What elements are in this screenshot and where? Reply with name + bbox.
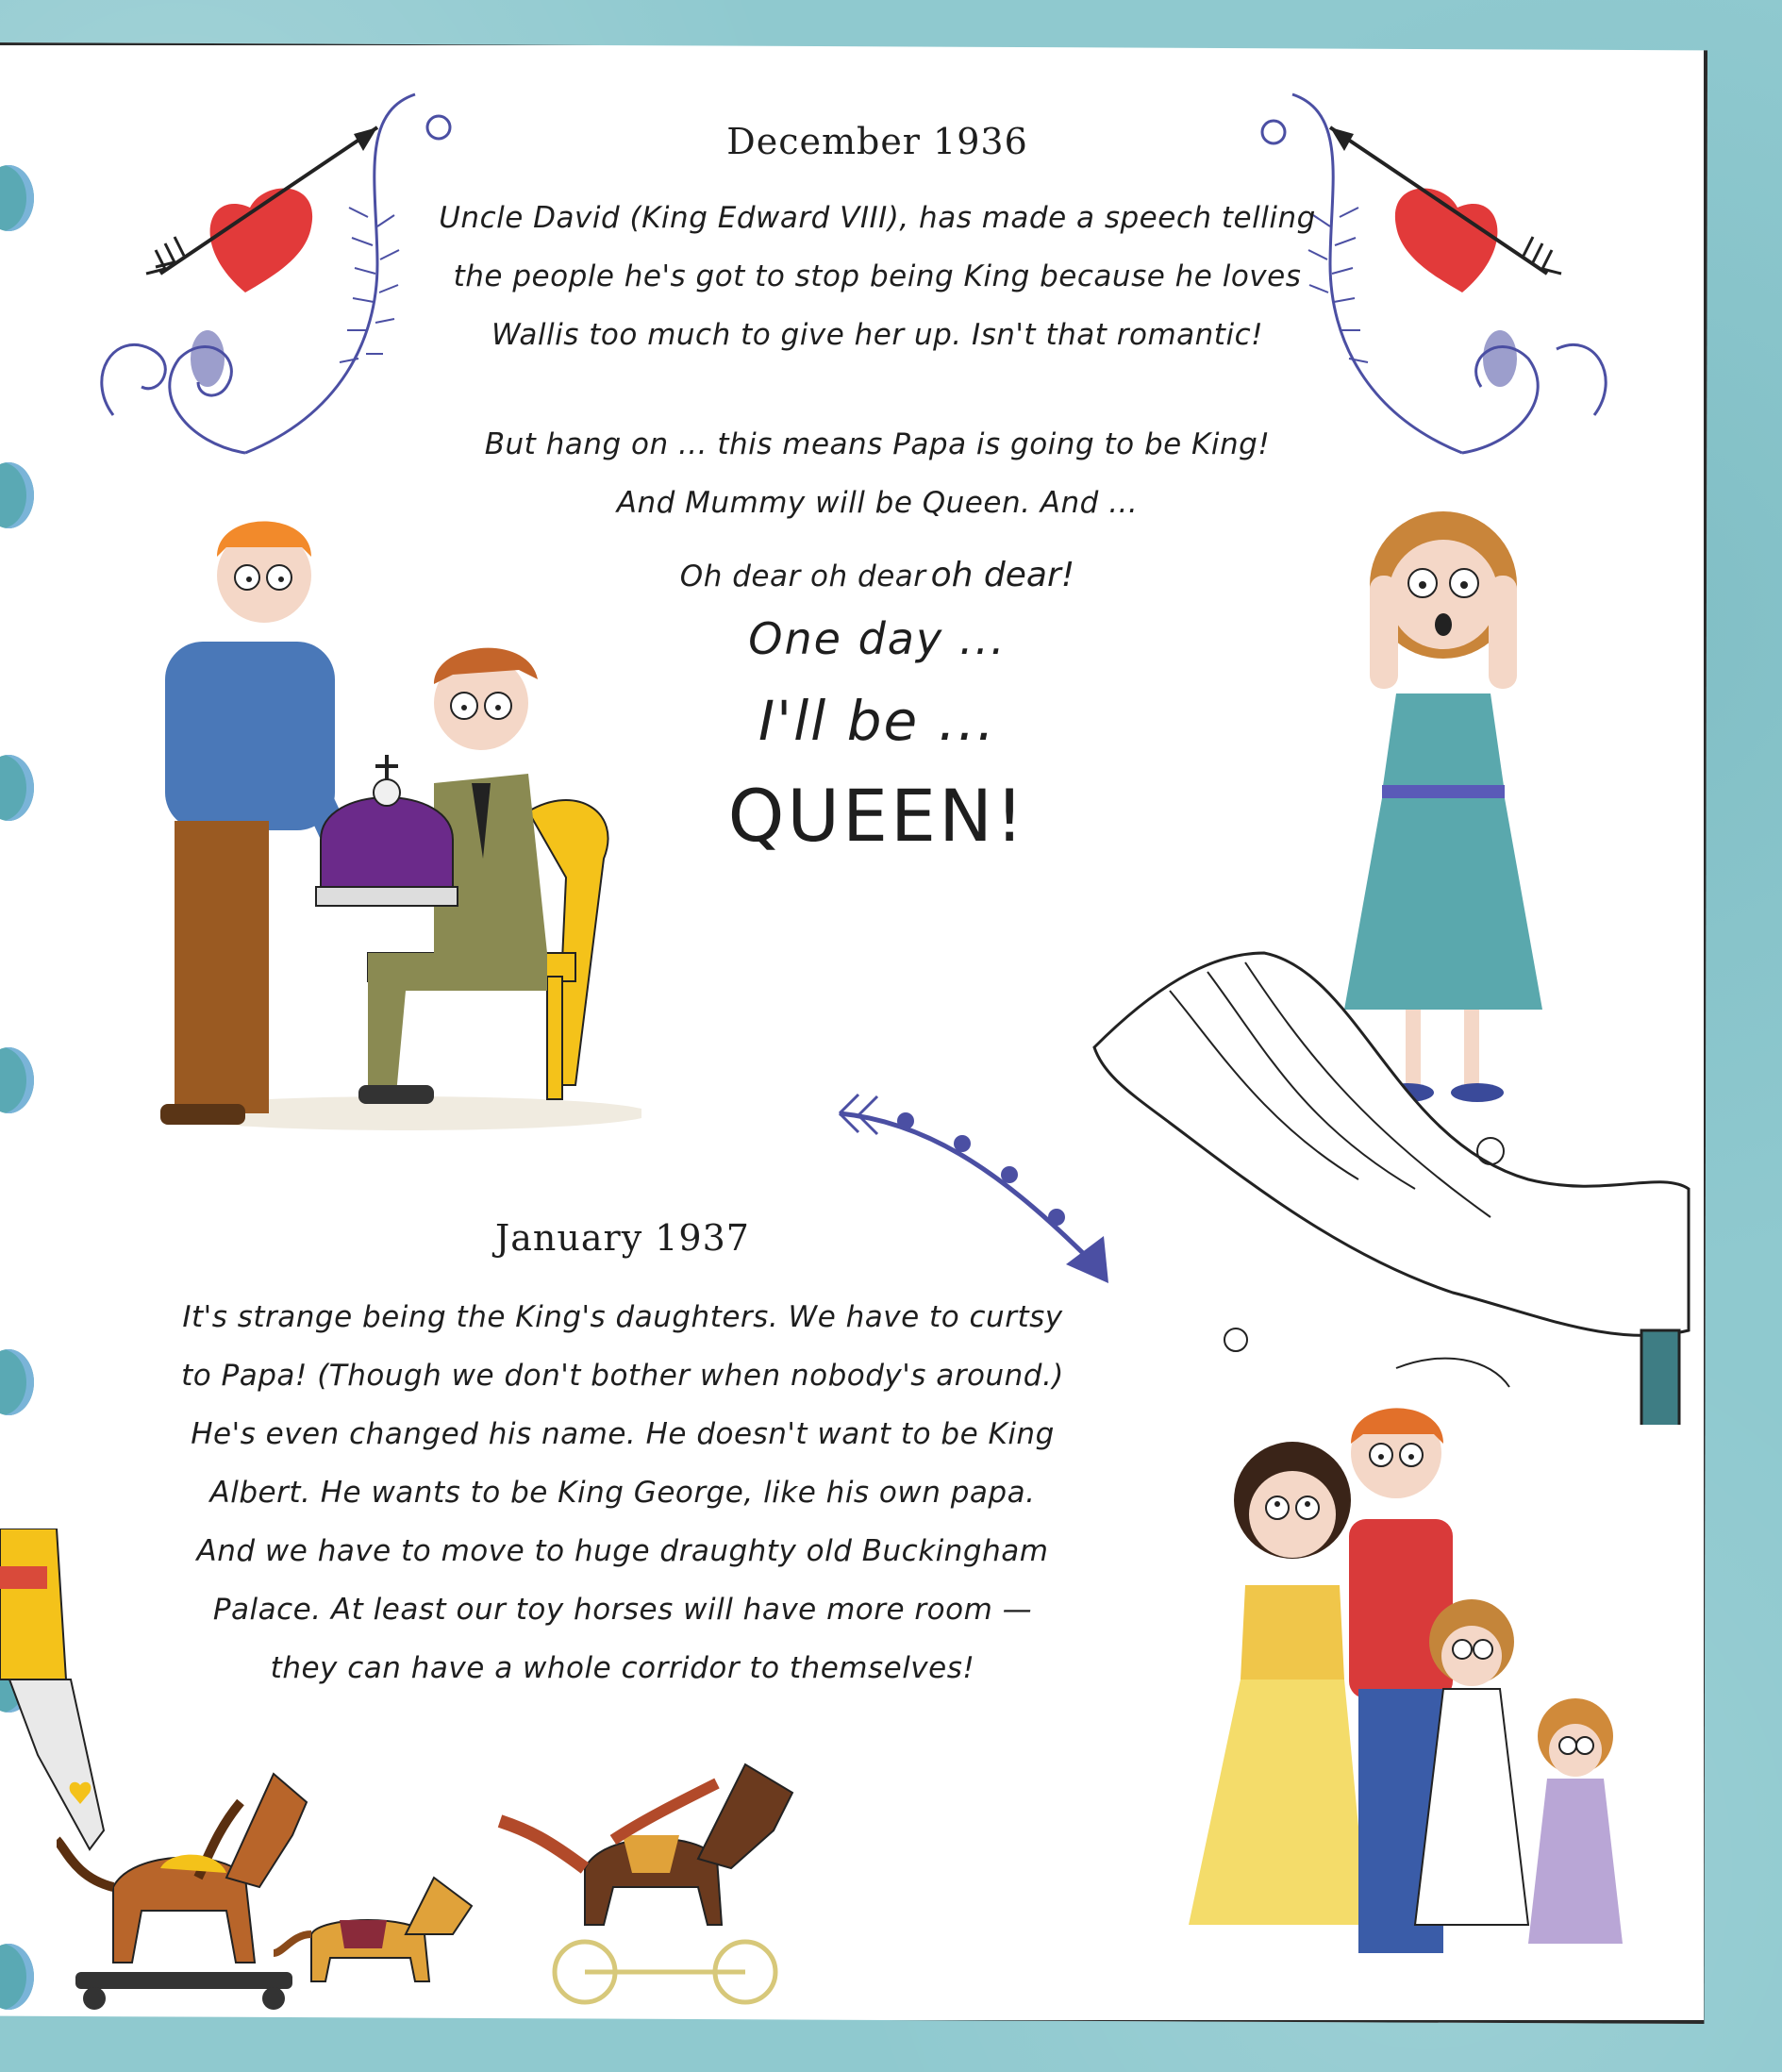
text-line: It's strange being the King's daughters. We have to curtsy xyxy=(182,1300,1063,1334)
text-line: Palace. At least our toy horses will have more room — xyxy=(212,1593,1033,1627)
text-line: they can have a whole corridor to themselves! xyxy=(270,1651,975,1685)
section2-paragraph xyxy=(151,1288,1094,1697)
text-line: But hang on ... this means Papa is going to be King! xyxy=(484,427,1271,461)
family-illustration xyxy=(1179,1396,1632,2000)
text-line: Albert. He wants to be King George, like his own papa. xyxy=(209,1476,1036,1510)
oh-dear-small: Oh dear oh dear xyxy=(679,560,926,593)
toy-horses-illustration xyxy=(57,1746,830,2019)
text-line: Uncle David (King Edward VIII), has made a speech telling xyxy=(439,201,1316,235)
dotted-arrow-icon xyxy=(821,1085,1141,1293)
oh-dear-big: oh dear! xyxy=(930,556,1075,594)
text-line: And Mummy will be Queen. And ... xyxy=(616,486,1139,520)
crown-handover-illustration xyxy=(132,500,641,1142)
ill-be-text: I'll be ... xyxy=(758,689,996,753)
text-line: Wallis too much to give her up. Isn't that romantic! xyxy=(491,318,1264,352)
text-line: And we have to move to huge draughty old Buckingham xyxy=(196,1534,1049,1568)
section-heading-january-1937: January 1937 xyxy=(495,1217,750,1259)
section1-paragraph-1 xyxy=(396,189,1358,364)
text-line: the people he's got to stop being King because he loves xyxy=(453,259,1302,293)
one-day-text: One day ... xyxy=(748,613,1007,664)
text-line: to Papa! (Though we don't bother when nobody's around.) xyxy=(181,1359,1064,1393)
queen-text: QUEEN! xyxy=(727,774,1027,858)
text-line: He's even changed his name. He doesn't want to be King xyxy=(191,1417,1055,1451)
section-heading-december-1936: December 1936 xyxy=(726,121,1028,162)
